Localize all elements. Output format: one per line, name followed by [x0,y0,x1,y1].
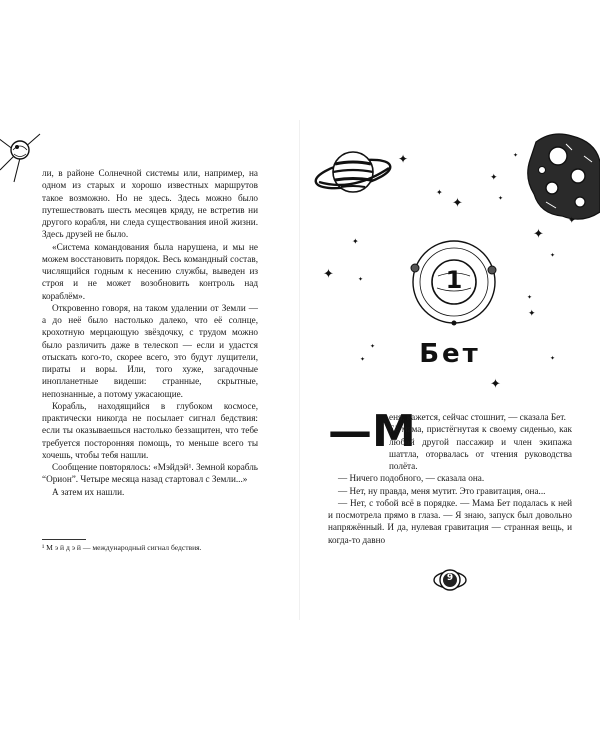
left-body-text [42,167,258,498]
star-icon: ✦ [436,188,443,197]
paragraph: — Ничего подобного, — сказала она. [338,473,485,484]
ringed-planet-illustration [313,140,393,206]
star-icon: ✦ [533,227,544,242]
star-icon: ✦ [490,377,501,392]
footnote-rule [42,539,86,540]
chapter-number: 1 [445,266,463,294]
star-icon: ✦ [398,152,409,166]
chapter-title: Бет [419,339,481,369]
paragraph: — Нет, с тобой всё в порядке. — Мама Бет подалась к ней и посмотрела прямо в глаза. — Я знаю, запуск был довольно напряжённый. И да, нулевая гравитация — странная вещь, и когда-то давно [328,497,572,545]
star-icon: ✦ [568,216,576,226]
paragraph: Откровенно говоря, на таком удалении от Земли — а до неё было настолько далеко, что её солнце, крохотную мерцающую звёздочку, с трудом можно было различить даже в телескоп — если и удастся отыскать кого-то, скорее всего, это будут лущители, пираты и воры. Или, того хуже, загадочные инопланетные видеши: странные, скрытные, непознанные, а потому ужасающие. [42,302,258,399]
star-icon: ✦ [498,195,504,202]
page-number-badge [433,563,467,597]
right-page [300,0,600,750]
star-icon: ✦ [452,196,463,211]
star-icon: ✦ [352,237,359,246]
paragraph: — Нет, ну правда, меня мутит. Это гравитация, она... [338,485,546,496]
paragraph: Сообщение повторялось: «Мэйдэй¹. Земной корабль “Орион”. Четыре месяца назад стартовал с Земли...» [42,462,258,485]
star-icon: ✦ [323,267,334,282]
paragraph: Её мама, пристёгнутая к своему сиденью, как любой другой пассажир и член экипажа шаттла, оторвалась от чтения руководства полёта. [389,424,572,471]
star-icon: ✦ [513,152,519,159]
star-icon: ✦ [490,173,498,183]
star-icon: ✦ [360,356,366,363]
paragraph: еня, кажется, сейчас стошнит, — сказала Бет. [389,412,566,422]
right-body-text [328,406,572,546]
paragraph: «Система командования была нарушена, и мы не можем восстановить порядок. Весь командный состав, числящийся годным к несению службы, выведен из строя и не может возобновить контроль над кораблём». [42,241,258,301]
star-icon: ✦ [527,294,533,301]
star-icon: ✦ [370,343,376,350]
dropcap: —М [328,406,416,457]
paragraph: Корабль, находящийся в глубоком космосе, практически никогда не посылает сигнал бедствия: если ты оказываешься настолько беззащитен, что тебе требуется посторонняя помощь, то меньше всего ты хочешь, чтобы тебя нашли. [42,400,258,460]
star-icon: ✦ [528,309,536,319]
star-icon: ✦ [358,276,364,283]
star-icon: ✦ [550,252,556,259]
star-icon: ✦ [550,355,556,362]
page-number: 9 [446,573,454,583]
chapter-emblem [410,238,498,326]
asteroid-illustration [522,132,600,222]
paragraph: А затем их нашли. [52,486,125,497]
footnote: ¹ М э й д э й — международный сигнал бедствия. [42,543,202,552]
paragraph: ли, в районе Солнечной системы или, например, на одном из старых и хорошо известных маршрутов такое возможно. Но не здесь. Здесь можно было путешествовать шесть месяцев кряду, не встретив ни другого корабля, ни следа существования иной жизни. Здесь друзей не было. [42,168,258,240]
